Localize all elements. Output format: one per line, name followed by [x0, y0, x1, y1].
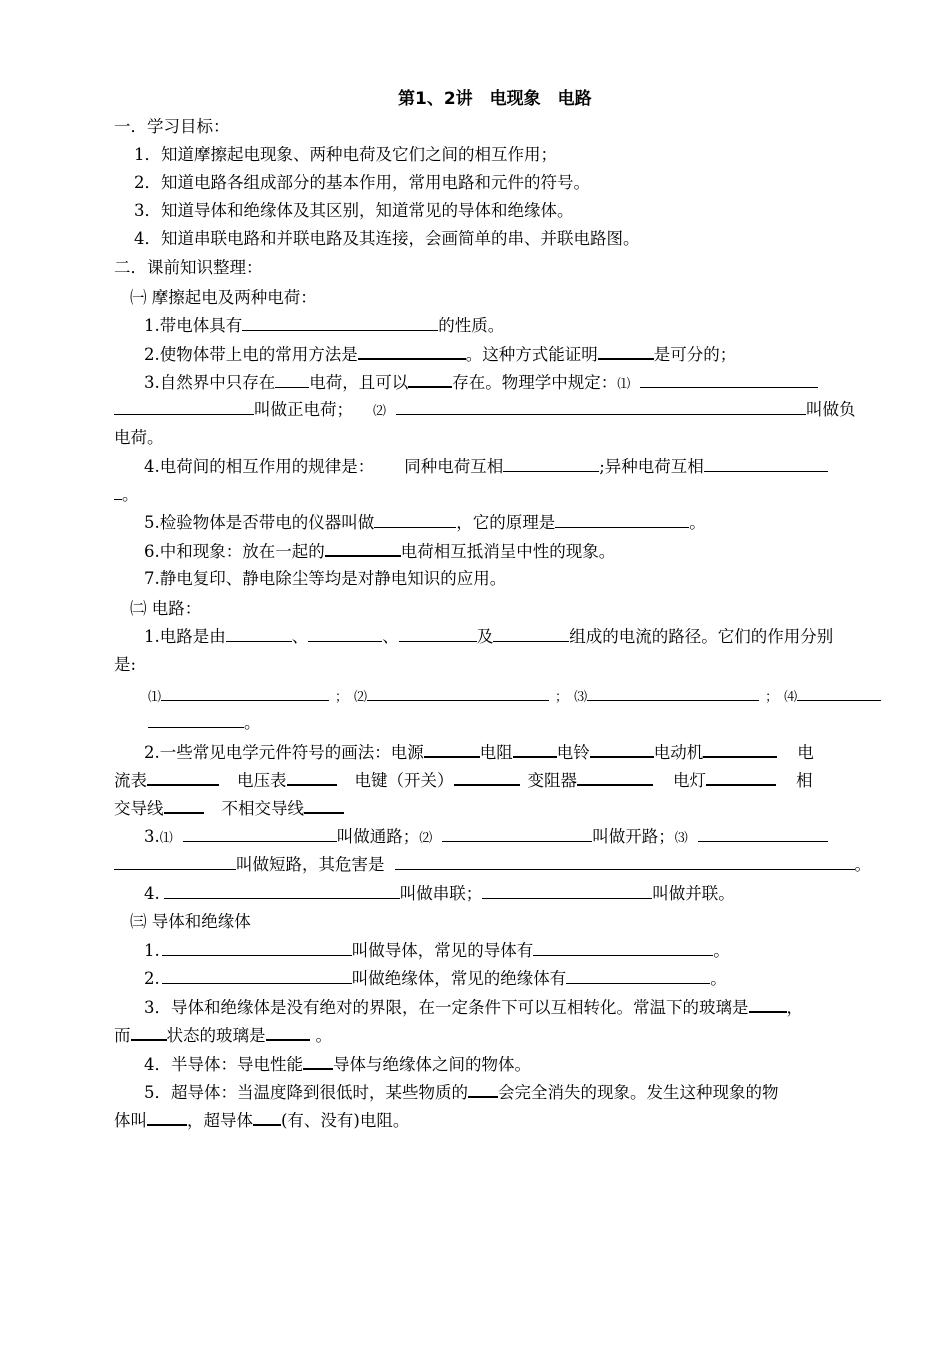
answer-blank[interactable]: [503, 456, 599, 472]
answer-blank[interactable]: [114, 484, 122, 500]
question-line: 1.电路是由 、 、 及 组成的电流的路径。它们的作用分别: [144, 627, 834, 646]
answer-blank[interactable]: [555, 512, 689, 528]
answer-blank[interactable]: [253, 1109, 281, 1126]
answer-blank[interactable]: [226, 626, 292, 642]
goal-item: 4．知道串联电路和并联电路及其连接，会画简单的串、并联电路图。: [134, 229, 640, 248]
answer-blank[interactable]: [367, 685, 549, 701]
answer-blank[interactable]: [424, 741, 480, 758]
question-line: 2.一些常见电学元件符号的画法：电源 电阻 电铃 电动机 电: [144, 743, 814, 762]
answer-blank[interactable]: [698, 826, 828, 842]
answer-blank[interactable]: [164, 883, 400, 899]
question-line: 3.自然界中只存在 电荷，且可以 存在。物理学中规定：⑴: [144, 371, 818, 396]
answer-blank[interactable]: [454, 769, 520, 786]
answer-blank[interactable]: [590, 741, 654, 758]
subsection-heading: ㈢ 导体和绝缘体: [130, 912, 251, 931]
question-line: 4. 叫做串联； 叫做并联。: [144, 884, 735, 903]
answer-blank[interactable]: [266, 1024, 310, 1041]
question-line: 2.使物体带上电的常用方法是 。这种方式能证明 是可分的；: [144, 345, 737, 364]
answer-blank[interactable]: [396, 399, 806, 415]
answer-blank[interactable]: [395, 854, 855, 870]
answer-blank[interactable]: [287, 769, 337, 786]
answer-blank[interactable]: [577, 769, 653, 786]
answer-blank[interactable]: [114, 854, 236, 870]
answer-blank[interactable]: [797, 685, 881, 701]
question-line: 5.检验物体是否带电的仪器叫做 ，它的原理是 。: [144, 513, 706, 532]
question-line: 电荷。: [114, 428, 164, 447]
goal-item: 2．知道电路各组成部分的基本作用，常用电路和元件的符号。: [134, 173, 590, 192]
answer-blank[interactable]: [598, 343, 654, 360]
question-line: 。: [114, 484, 139, 506]
answer-blank[interactable]: [706, 769, 776, 786]
question-line: 5．超导体：当温度降到很低时，某些物质的 会完全消失的现象。发生这种现象的物: [144, 1083, 779, 1102]
answer-blank[interactable]: [493, 626, 569, 642]
answer-blank[interactable]: [147, 1109, 187, 1126]
answer-blank[interactable]: [147, 769, 219, 786]
question-line: 3．导体和绝缘体是没有绝对的界限，在一定条件下可以互相转化。常温下的玻璃是 ，: [144, 998, 803, 1017]
answer-blank[interactable]: [566, 968, 710, 984]
subsection-heading: ㈠ 摩擦起电及两种电荷：: [130, 288, 317, 307]
goal-item: 3．知道导体和绝缘体及其区别，知道常见的导体和绝缘体。: [134, 201, 574, 220]
answer-blank[interactable]: [358, 343, 466, 360]
question-line: 体叫 ，超导体 (有、没有)电阻。: [114, 1111, 410, 1130]
answer-blank[interactable]: [749, 996, 787, 1013]
answer-blank[interactable]: [399, 626, 477, 642]
question-line: 叫做短路，其危害是 。: [114, 854, 871, 876]
question-line: 2. 叫做绝缘体，常见的绝缘体有 。: [144, 969, 727, 988]
subsection-heading: ㈡ 电路：: [130, 599, 202, 618]
answer-blank[interactable]: [148, 712, 244, 728]
answer-blank[interactable]: [468, 1081, 498, 1098]
answer-blank[interactable]: [308, 626, 382, 642]
answer-blank[interactable]: [587, 685, 759, 701]
question-line: 6.中和现象：放在一起的 电荷相互抵消呈中性的现象。: [144, 542, 616, 561]
question-line: 4．半导体：导电性能 导体与绝缘体之间的物体。: [144, 1055, 531, 1074]
answer-blank[interactable]: [640, 372, 818, 388]
answer-blank[interactable]: [275, 372, 309, 388]
question-line: 是:: [114, 655, 137, 674]
answer-blank[interactable]: [164, 797, 204, 814]
goal-item: 1．知道摩擦起电现象、两种电荷及它们之间的相互作用；: [134, 145, 557, 164]
answer-blank[interactable]: [374, 512, 456, 528]
question-line: 1. 叫做导体，常见的导体有 。: [144, 941, 730, 960]
question-line: 4.电荷间的相互作用的规律是： 同种电荷互相 ;异种电荷互相: [144, 456, 828, 478]
answer-blank[interactable]: [183, 826, 337, 842]
answer-blank[interactable]: [114, 399, 254, 415]
answer-blank[interactable]: [703, 741, 777, 758]
question-line: 1.带电体具有 的性质。: [144, 316, 505, 335]
answer-blank[interactable]: [533, 940, 713, 956]
question-line: 7.静电复印、静电除尘等均是对静电知识的应用。: [144, 569, 507, 588]
answer-blank[interactable]: [325, 540, 401, 557]
answer-blank[interactable]: [513, 741, 557, 758]
question-line: 而 状态的玻璃是 。: [114, 1026, 332, 1045]
answer-blank[interactable]: [408, 371, 452, 388]
answer-blank[interactable]: [304, 797, 344, 814]
answer-blank[interactable]: [704, 456, 828, 472]
answer-blank[interactable]: [162, 940, 352, 956]
answer-blank[interactable]: [242, 315, 438, 331]
page-title: 第1、2讲 电现象 电路: [398, 89, 592, 109]
question-line: 流表 电压表 电键（开关） 变阻器 电灯 相: [114, 771, 813, 790]
answer-blank[interactable]: [482, 883, 652, 899]
answer-blank[interactable]: [162, 968, 352, 984]
question-line: ⑴ ； ⑵ ； ⑶ ； ⑷: [148, 685, 881, 709]
answer-blank[interactable]: [303, 1053, 333, 1070]
section-heading: 一．学习目标：: [114, 117, 230, 136]
section-heading: 二．课前知识整理：: [114, 258, 263, 277]
answer-blank[interactable]: [131, 1024, 167, 1041]
question-line: 3.⑴ 叫做通路；⑵ 叫做开路；⑶: [144, 826, 828, 850]
question-line: 。: [148, 712, 261, 734]
answer-blank[interactable]: [442, 826, 592, 842]
answer-blank[interactable]: [161, 685, 329, 701]
question-line: 叫做正电荷； ⑵ 叫做负: [114, 399, 856, 423]
question-line: 交导线 不相交导线: [114, 797, 344, 820]
